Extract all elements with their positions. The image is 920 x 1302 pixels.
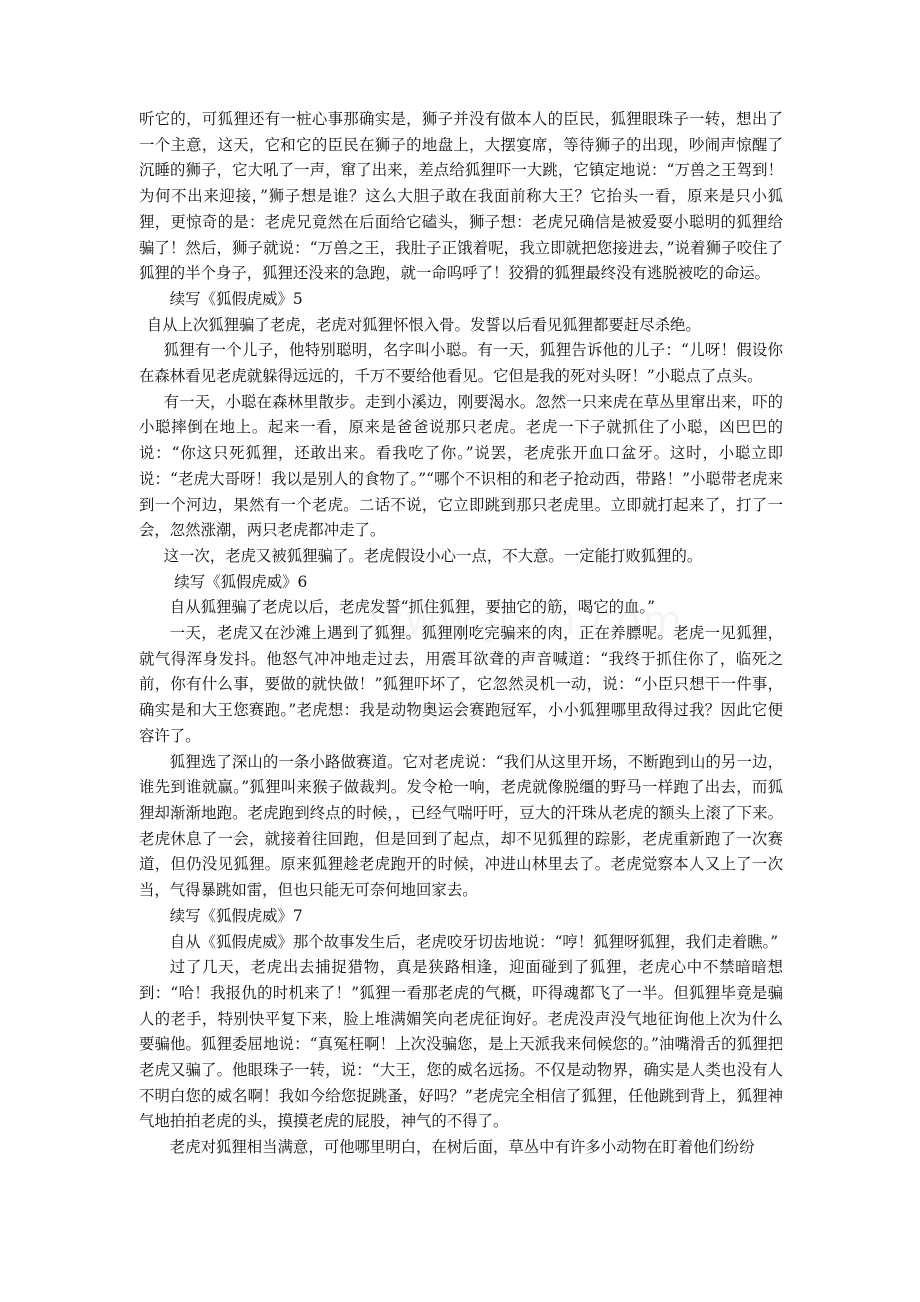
paragraph-8: 狐狸选了深山的一条小路做赛道。它对老虎说：“我们从这里开场，不断跑到山的另一边，谁先到谁就赢。”狐狸叫来猴子做裁判。发令枪一响，老虎就像脱缰的野马一样跑了出去，而狐狸却渐渐地跑。老虎跑到终点的时候，，已经气喘吁吁，豆大的汗珠从老虎的额头上滚了下来。老虎休息了一会，就接着往回跑，但是回到了起点，却不见狐狸的踪影，老虎重新跑了一次赛道，但仍没见狐狸。原来狐狸趁老虎跑开的时候，冲进山林里去了。老虎觉察本人又上了一次当，气得暴跳如雷，但也只能无可奈何地回家去。 xyxy=(139,752,783,900)
paragraph-7: 一天，老虎又在沙滩上遇到了狐狸。狐狸刚吃完骗来的肉，正在养膘呢。老虎一见狐狸，就气得浑身发抖。他怒气冲冲地走过去，用震耳欲聋的声音喊道：“我终于抓住你了，临死之前，你有什么事，要做的就快做！”狐狸吓坏了，它忽然灵机一动，说：“小臣只想干一件事，确实是和大王您赛跑。”老虎想：我是动物奥运会赛跑冠军，小小狐狸哪里敌得过我？因此它便容许了。 xyxy=(139,624,783,745)
paragraph-6: 自从狐狸骗了老虎以后，老虎发誓“抓住狐狸，要抽它的筋，喝它的血。” xyxy=(169,598,655,617)
section-heading-6: 续写《狐假虎威》6 xyxy=(174,572,308,591)
paragraph-3: 狐狸有一个儿子，他特别聪明，名字叫小聪。有一天，狐狸告诉他的儿子：“儿呀！假设你在森林看见老虎就躲得远远的，千万不要给他看见。它但是我的死对头呀！”小聪点了点头。 xyxy=(139,341,783,386)
paragraph-2: 自从上次狐狸骗了老虎，老虎对狐狸怀恨入骨。发誓以后看见狐狸都要赶尽杀绝。 xyxy=(146,315,701,334)
paragraph-5: 这一次，老虎又被狐狸骗了。老虎假设小心一点，不大意。一定能打败狐狸的。 xyxy=(163,546,703,565)
document-body xyxy=(139,107,783,1161)
paragraph-1: 听它的，可狐狸还有一桩心事那确实是，狮子并没有做本人的臣民，狐狸眼珠子一转，想出了一个主意，这天，它和它的臣民在狮子的地盘上，大摆宴席，等待狮子的出现，吵闹声惊醒了沉睡的狮子，它大吼了一声，窜了出来，差点给狐狸吓一大跳，它镇定地说：“万兽之王驾到！为何不出来迎接，”狮子想是谁？这么大胆子敢在我面前称大王？它抬头一看，原来是只小狐狸，更惊奇的是：老虎兄竟然在后面给它磕头，狮子想：老虎兄确信是被爱耍小聪明的狐狸给骗了！然后，狮子就说：“万兽之王，我肚子正饿着呢，我立即就把您接进去，”说着狮子咬住了狐狸的半个身子，狐狸还没来的急跑，就一命呜呼了！狡猾的狐狸最终没有逃脱被吃的命运。 xyxy=(139,110,783,283)
section-heading-5: 续写《狐假虎威》5 xyxy=(169,289,303,308)
paragraph-10: 过了几天，老虎出去捕捉猎物，真是狭路相逢，迎面碰到了狐狸，老虎心中不禁暗暗想到：“哈！我报仇的时机来了！”狐狸一看那老虎的气概，吓得魂都飞了一半。但狐狸毕竟是骗人的老手，特别快平复下来，脸上堆满媚笑向老虎征询好。老虎没声没气地征询他上次为什么要骗他。狐狸委屈地说：“真冤枉啊！上次没骗您，是上天派我来伺候您的。”油嘴滑舌的狐狸把老虎又骗了。他眼珠子一转，说：“大王，您的威名远扬。不仅是动物界，确实是人类也没有人不明白您的威名啊！我如今给您捉跳蚤，好吗？”老虎完全相信了狐狸，任他跳到背上，狐狸神气地拍拍老虎的头，摸摸老虎的屁股，神气的不得了。 xyxy=(139,958,783,1131)
paragraph-11: 老虎对狐狸相当满意，可他哪里明白，在树后面，草丛中有许多小动物在盯着他们纷纷 xyxy=(169,1138,755,1157)
paragraph-9: 自从《狐假虎威》那个故事发生后，老虎咬牙切齿地说：“哼！狐狸呀狐狸，我们走着瞧。” xyxy=(169,932,779,951)
paragraph-4: 有一天，小聪在森林里散步。走到小溪边，刚要渴水。忽然一只来虎在草丛里窜出来，吓的小聪摔倒在地上。起来一看，原来是爸爸说那只老虎。老虎一下子就抓住了小聪，凶巴巴的说：“你这只死狐狸，还敢出来。看我吃了你。”说罢，老虎张开血口盆牙。这时，小聪立即说：“老虎大哥呀！我以是别人的食物了。”“哪个不识相的和老子抢动西，带路！”小聪带老虎来到一个河边，果然有一个老虎。二话不说，它立即跳到那只老虎里。立即就打起来了，打了一会，忽然涨潮，两只老虎都冲走了。 xyxy=(139,392,783,540)
section-heading-7: 续写《狐假虎威》7 xyxy=(169,906,303,925)
